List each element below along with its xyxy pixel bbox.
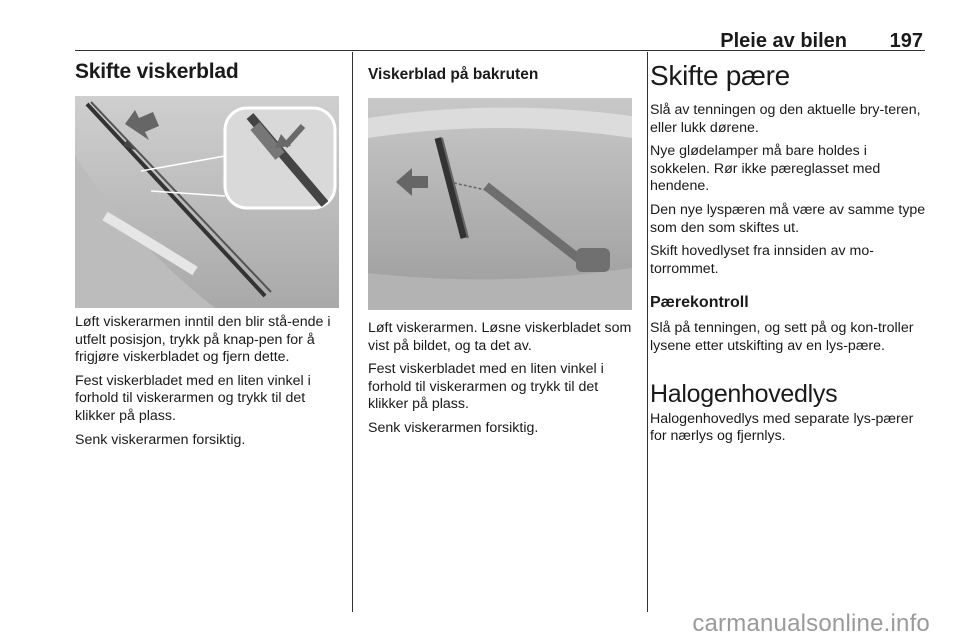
paragraph: Slå på tenningen, og sett på og kon-troller lysene etter utskifting av en lys-pære. — [650, 320, 914, 354]
subsection-heading: Pærekontroll — [650, 294, 749, 312]
watermark: carmanualsonline.info — [692, 610, 930, 637]
paragraph: Senk viskerarmen forsiktig. — [368, 419, 539, 436]
paragraph: Skift hovedlyset fra innsiden av mo-torrommet. — [650, 243, 874, 277]
section-heading: Viskerblad på bakruten — [368, 66, 539, 83]
section-heading: Halogenhovedlys — [650, 379, 838, 408]
column-wiper-blade — [75, 52, 341, 449]
page-number: 197 — [889, 30, 923, 52]
paragraph: Den nye lyspæren må være av samme type som den som skiftes ut. — [650, 201, 926, 236]
paragraph: Løft viskerarmen inntil den blir stå-ende i utfelt posisjon, trykk på knap-pen for å frigjøre viskerbladet og fjern dette. — [75, 314, 331, 366]
section-heading: Skifte pære — [650, 60, 790, 91]
column-rear-wiper — [368, 52, 634, 438]
column-divider — [647, 52, 648, 612]
paragraph: Løft viskerarmen. Løsne viskerbladet som vist på bildet, og ta det av. — [368, 320, 632, 354]
column-divider — [352, 52, 353, 612]
paragraph: Nye glødelamper må bare holdes i sokkelen. Rør ikke pæreglasset med hendene. — [650, 143, 881, 195]
column-bulb — [650, 52, 928, 446]
paragraph: Fest viskerbladet med en liten vinkel i forhold til viskerarmen og trykk til det klikker på plass. — [368, 361, 604, 413]
header-title: Pleie av bilen — [720, 30, 847, 52]
paragraph: Slå av tenningen og den aktuelle bry-teren, eller lukk dørene. — [650, 102, 921, 136]
paragraph: Fest viskerbladet med en liten vinkel i forhold til viskerarmen og trykk til det klikker på plass. — [75, 372, 311, 424]
rear-wiper-illustration — [368, 98, 632, 310]
paragraph: Senk viskerarmen forsiktig. — [75, 431, 246, 448]
section-heading: Skifte viskerblad — [75, 60, 239, 83]
windshield-wiper-illustration — [75, 96, 339, 308]
paragraph: Halogenhovedlys med separate lys-pærer for nærlys og fjernlys. — [650, 410, 914, 445]
page-header — [75, 18, 925, 51]
